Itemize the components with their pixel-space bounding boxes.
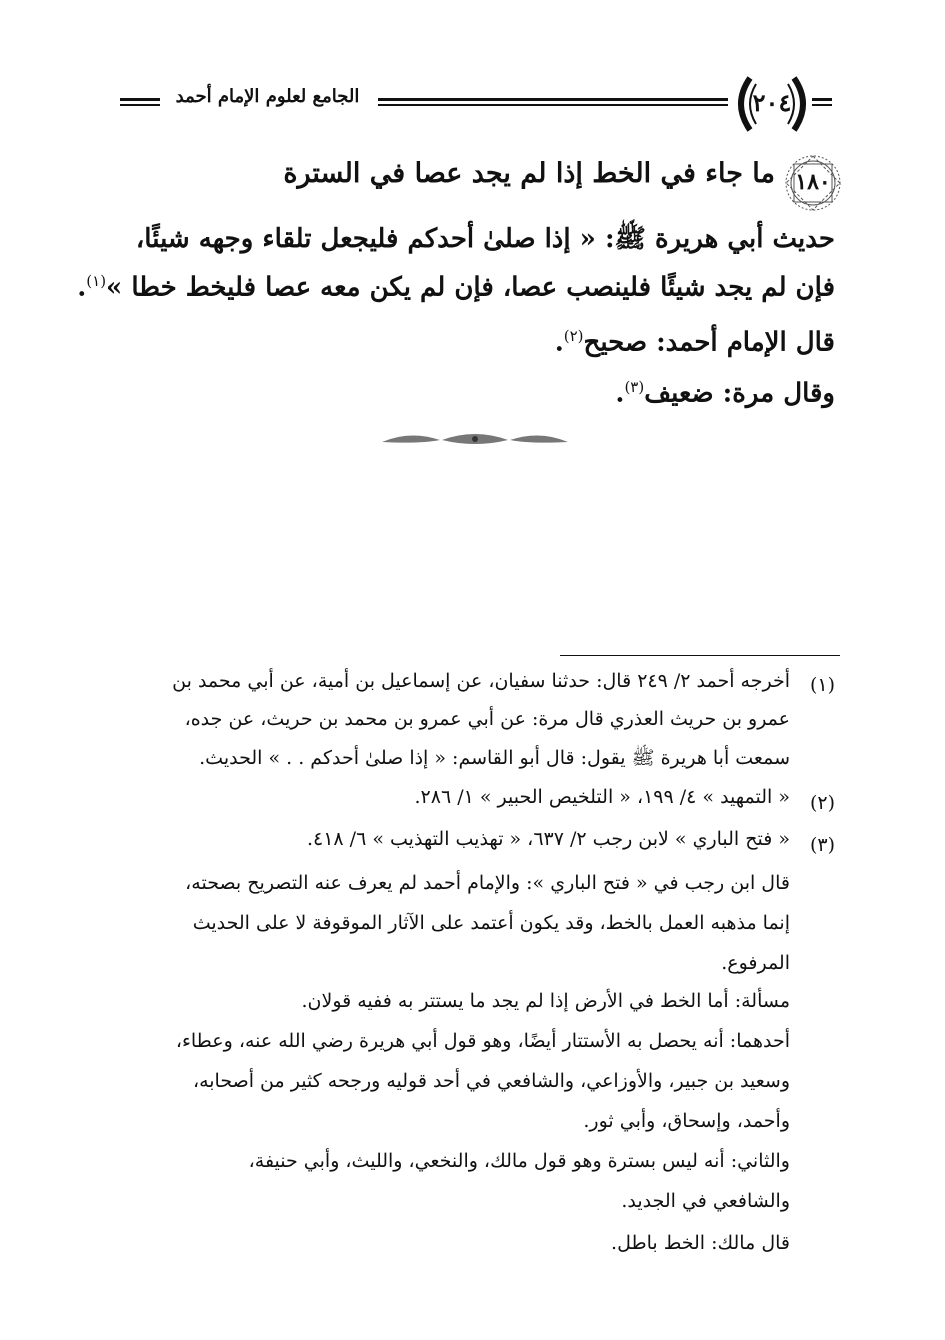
footnote-3-line-4: المرفوع. (721, 952, 790, 974)
footnote-ref-3[interactable]: (٣) (624, 378, 645, 396)
footnote-3-line-9: والثاني: أنه ليس بسترة وهو قول مالك، والنخعي، والليث، وأبي حنيفة، (248, 1150, 790, 1172)
footnote-ref-1[interactable]: (١) (86, 272, 107, 290)
section-divider-ornament-icon (380, 428, 570, 450)
footnote-3-line-2: قال ابن رجب في « فتح الباري »: والإمام أحمد لم يعرف عنه التصريح بصحته، (185, 872, 790, 894)
footnote-3-line-5: مسألة: أما الخط في الأرض إذا لم يجد ما يستتر به ففيه قولان. (301, 990, 790, 1012)
footnote-3-line-1: « فتح الباري » لابن رجب ٢/ ٦٣٧، « تهذيب التهذيب » ٦/ ٤١٨. (306, 828, 790, 850)
header-rule-right (378, 98, 728, 108)
footnote-1-line-3: سمعت أبا هريرة ﷺ يقول: قال أبو القاسم: « إذا صلىٰ أحدكم . . » الحديث. (199, 747, 790, 769)
imam-ahmad-ruling-line (555, 327, 835, 358)
footnote-separator (560, 655, 840, 656)
footnote-3-number: (٣) (809, 834, 835, 856)
footnote-3-line-11: قال مالك: الخط باطل. (611, 1232, 790, 1254)
footnote-1-number: (١) (809, 674, 835, 696)
hadith-text-line-2 (77, 272, 835, 303)
footnote-3-line-6: أحدهما: أنه يحصل به الأستتار أيضًا، وهو قول أبي هريرة رضي الله عنه، وعطاء، (175, 1030, 790, 1052)
hadith-text-line-1: حديث أبي هريرة ﷺ: « إذا صلىٰ أحدكم فليجعل تلقاء وجهه شيئًا، (135, 224, 835, 254)
imam-ahmad-ruling-text: قال الإمام أحمد: صحيح (583, 327, 835, 358)
header-title: الجامع لعلوم الإمام أحمد (160, 86, 375, 107)
footnote-1-line-2: عمرو بن حريث العذري قال مرة: عن أبي عمرو بن محمد بن حريث، عن جده، (184, 708, 790, 730)
section-title: ما جاء في الخط إذا لم يجد عصا في السترة (283, 158, 775, 189)
header-rule-far-right (812, 98, 832, 108)
footnote-3-line-3: إنما مذهبه العمل بالخط، وقد يكون أعتمد على الآثار الموقوفة لا على الحديث (192, 912, 790, 934)
alternate-ruling-text: وقال مرة: ضعيف (644, 378, 835, 409)
footnote-2-number: (٢) (809, 792, 835, 814)
alternate-ruling-line (615, 378, 835, 409)
page-number: ٢٠٤ (752, 88, 792, 117)
alternate-ruling-period: . (615, 378, 625, 409)
footnote-ref-2[interactable]: (٢) (563, 327, 584, 345)
footnote-2-line-1: « التمهيد » ٤/ ١٩٩، « التلخيص الحبير » ١/ ٢٨٦. (414, 786, 790, 808)
footnote-3-line-7: وسعيد بن جبير، والأوزاعي، والشافعي في أحد قوليه ورجحه كثير من أصحابه، (192, 1070, 790, 1092)
ruling-line-period: . (554, 327, 564, 358)
footnote-3-line-8: وأحمد، وإسحاق، وأبي ثور. (583, 1110, 790, 1132)
footnote-1-line-1: أخرجه أحمد ٢/ ٢٤٩ قال: حدثنا سفيان، عن إسماعيل بن أمية، عن أبي محمد بن (172, 670, 790, 692)
hadith-line-2-period: . (77, 272, 87, 303)
hadith-text-line-2-body: فإن لم يجد شيئًا فلينصب عصا، فإن لم يكن معه عصا فليخط خطا » (106, 272, 835, 303)
section-number: ١٨٠ (795, 169, 831, 195)
footnote-3-line-10: والشافعي في الجديد. (621, 1190, 790, 1212)
